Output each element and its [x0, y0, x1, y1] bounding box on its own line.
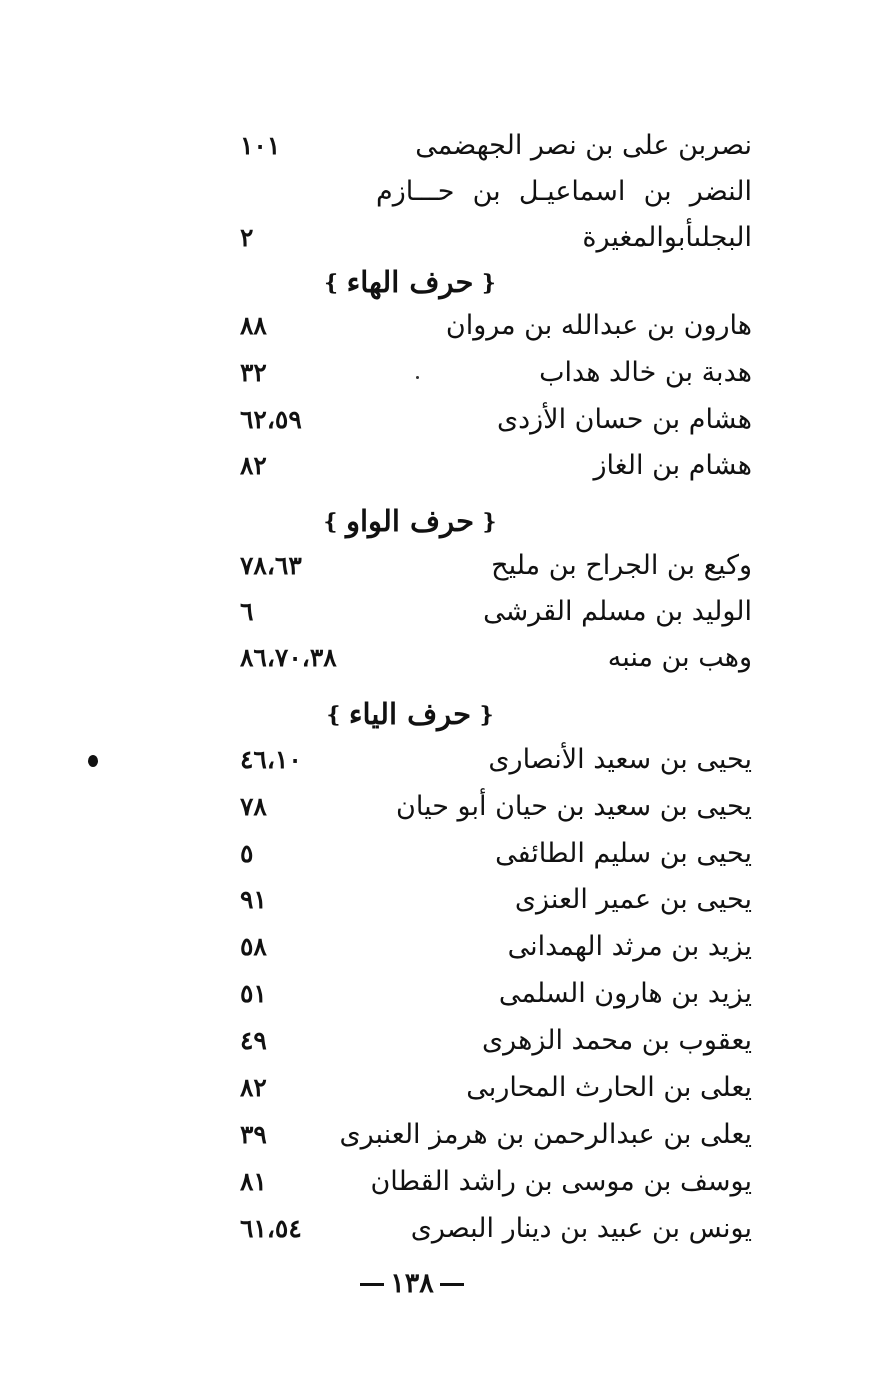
- index-entry: [240, 398, 752, 442]
- entry-name: نصربن على بن نصر الجهضمى: [415, 130, 752, 161]
- entry-name: يعقوب بن محمد الزهرى: [482, 1025, 752, 1056]
- entry-pages: ٧٨: [240, 792, 267, 821]
- entry-pages: ٣٢: [240, 358, 267, 387]
- entry-pages: ٤٩: [240, 1026, 267, 1055]
- entry-name: هارون بن عبدالله بن مروان: [445, 310, 752, 341]
- entry-name: يعلى بن الحارث المحاربى: [466, 1072, 752, 1103]
- dash-right: [440, 1283, 464, 1286]
- entry-pages: ٩١: [240, 885, 267, 914]
- entry-pages: ٧٨،٦٣: [240, 551, 302, 580]
- entry-pages: ٢: [240, 223, 254, 252]
- entry-pages: ٨٦،٧٠،٣٨: [240, 643, 337, 672]
- entry-pages: ٨٨: [240, 311, 267, 340]
- ornament-icon: ❴: [477, 703, 496, 728]
- index-entry: [240, 878, 752, 922]
- entry-pages: ٤٦،١٠: [240, 745, 302, 774]
- entry-pages: ٨٢: [240, 1073, 267, 1102]
- entry-name: يزيد بن مرثد الهمدانى: [507, 931, 752, 962]
- entry-pages: ٥: [240, 839, 254, 868]
- entry-name: يحيى بن سليم الطائفى: [495, 838, 752, 869]
- entry-name: وكيع بن الجراح بن مليح: [491, 550, 752, 581]
- margin-dot: [88, 755, 98, 767]
- entry-name: وهب بن منبه: [607, 642, 752, 673]
- index-entry: [240, 636, 752, 680]
- ornament-icon: ❴: [479, 271, 498, 296]
- entry-name: هشام بن حسان الأزدى: [496, 404, 752, 435]
- entry-name: هشام بن الغاز: [593, 450, 752, 481]
- entry-name: يزيد بن هارون السلمى: [498, 978, 752, 1009]
- entry-pages: ٦٢،٥٩: [240, 405, 302, 434]
- entry-pages: ٥١: [240, 979, 267, 1008]
- index-entry: [240, 1019, 752, 1063]
- entry-name: النضر بن اسماعيـل بن حـــازم: [376, 176, 752, 207]
- section-heading-text: حرف الياء: [348, 697, 472, 731]
- entry-pages: ٣٩: [240, 1120, 267, 1149]
- entry-name: الوليد بن مسلم القرشى: [483, 596, 752, 627]
- index-entry: [240, 170, 752, 214]
- ink-speck: [416, 376, 419, 379]
- entry-pages: ١٠١: [240, 131, 281, 160]
- index-entry: [240, 124, 752, 168]
- index-entry: [240, 1066, 752, 1110]
- entry-name: يحيى بن عمير العنزى: [514, 884, 752, 915]
- index-entry: [240, 304, 752, 348]
- ornament-icon: ❵: [321, 510, 340, 535]
- index-entry: [240, 832, 752, 876]
- entry-pages: ٦١،٥٤: [240, 1214, 302, 1243]
- index-entry: [240, 972, 752, 1016]
- entry-name: يعلى بن عبدالرحمن بن هرمز العنبرى: [339, 1119, 752, 1150]
- ornament-icon: ❵: [324, 703, 343, 728]
- section-heading-waw: [300, 497, 520, 545]
- index-entry: [240, 925, 752, 969]
- dash-left: [360, 1283, 384, 1286]
- index-entry: [240, 544, 752, 588]
- index-entry: [240, 590, 752, 634]
- entry-pages: ٨١: [240, 1167, 267, 1196]
- ornament-icon: ❴: [480, 510, 499, 535]
- section-heading-text: حرف الهاء: [346, 265, 474, 299]
- section-heading-text: حرف الواو: [345, 504, 475, 538]
- index-entry: [240, 444, 752, 488]
- entry-name: البجلىأبوالمغيرة: [582, 222, 752, 253]
- page-number: ١٣٨: [390, 1268, 434, 1299]
- entry-name: يحيى بن سعيد بن حيان أبو حيان: [396, 791, 752, 822]
- section-heading-ha: [300, 258, 520, 306]
- index-entry: [240, 738, 752, 782]
- index-entry: [240, 785, 752, 829]
- entry-pages: ٨٢: [240, 451, 267, 480]
- entry-name: يوسف بن موسى بن راشد القطان: [370, 1166, 752, 1197]
- page-number-footer: [337, 1262, 487, 1306]
- ornament-icon: ❵: [322, 271, 341, 296]
- entry-name: يونس بن عبيد بن دينار البصرى: [410, 1213, 752, 1244]
- index-entry: [240, 1207, 752, 1251]
- entry-name: هدبة بن خالد هداب: [539, 357, 752, 388]
- entry-pages: ٥٨: [240, 932, 267, 961]
- entry-pages: ٦: [240, 597, 254, 626]
- index-entry: [240, 351, 752, 395]
- section-heading-ya: [300, 690, 520, 738]
- entry-name: يحيى بن سعيد الأنصارى: [488, 744, 752, 775]
- index-entry: [240, 1160, 752, 1204]
- index-entry: [240, 1113, 752, 1157]
- index-entry: [240, 216, 752, 260]
